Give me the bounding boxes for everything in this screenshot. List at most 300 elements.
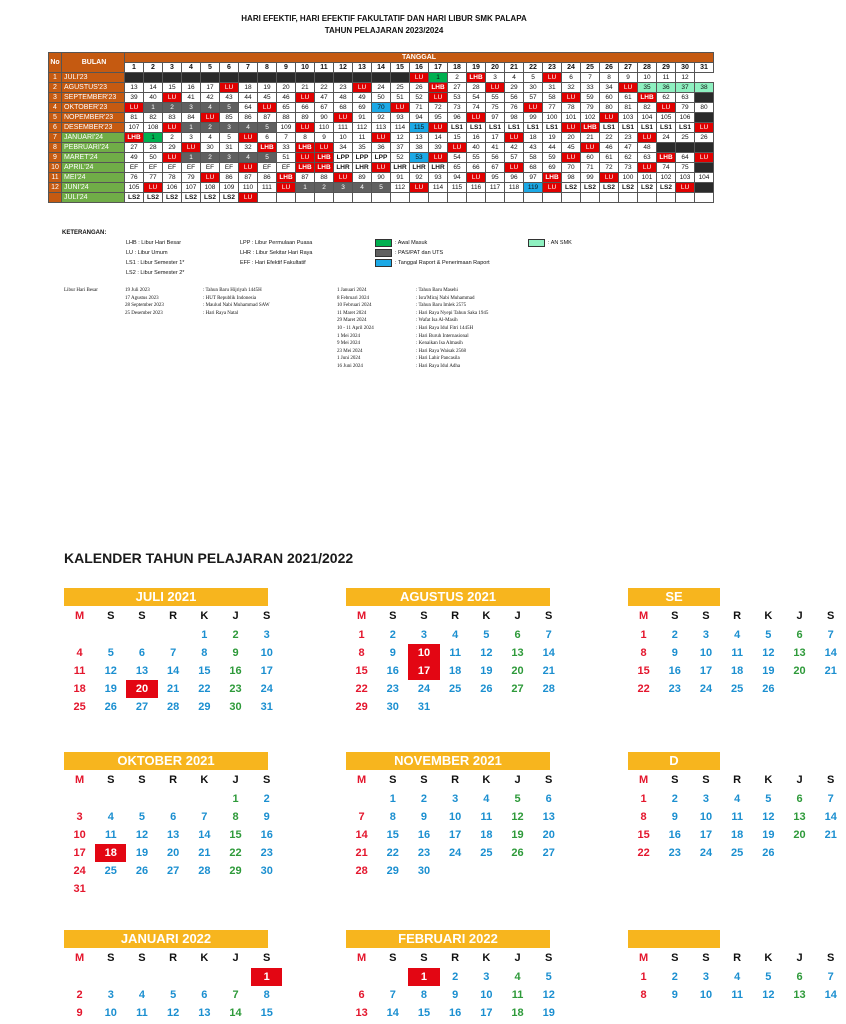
calendar-day: 18 — [511, 1007, 524, 1019]
calendar-day: 18 — [480, 829, 493, 841]
day-cell: 106 — [163, 183, 182, 193]
day-cell: 43 — [524, 143, 543, 153]
day-cell: 33 — [277, 143, 296, 153]
day-cell: LHB — [467, 73, 486, 83]
row-number: 8 — [49, 143, 62, 153]
holiday-name: : Hari Raya Waisak 2568 — [416, 348, 467, 354]
day-cell: 3 — [486, 73, 505, 83]
calendar-day: 11 — [731, 647, 743, 659]
day-cell: 6 — [258, 133, 277, 143]
day-cell: 35 — [353, 143, 372, 153]
day-cell: LU — [277, 183, 296, 193]
day-cell: LS2 — [144, 193, 163, 203]
calendar-day: 12 — [762, 989, 775, 1001]
day-cell: 97 — [486, 113, 505, 123]
calendar-day: 13 — [167, 829, 180, 841]
day-cell: 26 — [410, 83, 429, 93]
calendar-day: 23 — [260, 847, 273, 859]
row-number: 7 — [49, 133, 62, 143]
day-cell: 19 — [543, 133, 562, 143]
weekday-label: S — [263, 952, 271, 964]
calendar-day: 19 — [511, 829, 524, 841]
day-cell: 23 — [334, 83, 353, 93]
weekday-label: K — [200, 774, 209, 786]
calendar-day: 5 — [107, 647, 114, 659]
calendar-day: 9 — [671, 647, 678, 659]
day-cell: LU — [372, 133, 391, 143]
day-cell: 63 — [638, 153, 657, 163]
calendar-day: 28 — [355, 865, 368, 877]
legend-lpp: LPP : Libur Permulaan Puasa — [240, 240, 313, 246]
holiday-date: 29 Maret 2024 — [337, 318, 367, 324]
row-number: 10 — [49, 163, 62, 173]
holiday-name: : Wafat Isa Al-Masih — [416, 318, 458, 324]
month-name: SEPTEMBER'23 — [62, 93, 125, 103]
day-cell — [695, 183, 714, 193]
day-cell — [695, 113, 714, 123]
table-row — [49, 173, 714, 183]
calendar-day: 4 — [107, 811, 114, 823]
weekday-label: S — [107, 610, 115, 622]
day-cell: 67 — [486, 163, 505, 173]
calendar-day: 19 — [542, 1007, 555, 1019]
day-cell: 56 — [486, 153, 505, 163]
day-cell: 20 — [277, 83, 296, 93]
no-header: No — [49, 53, 62, 73]
day-cell: 11 — [657, 73, 676, 83]
day-cell: 18 — [524, 133, 543, 143]
calendar-day: 8 — [358, 647, 365, 659]
day-cell: LU — [410, 73, 429, 83]
day-cell: LU — [144, 183, 163, 193]
day-cell — [562, 193, 581, 203]
calendar-day: 21 — [542, 665, 555, 677]
day-cell — [296, 193, 315, 203]
legend-lhr: LHR : Libur Sekitar Hari Raya — [240, 250, 313, 256]
day-cell: 21 — [296, 83, 315, 93]
weekday-label: S — [138, 952, 146, 964]
day-cell: 106 — [676, 113, 695, 123]
day-cell — [353, 73, 372, 83]
calendar-day: 25 — [480, 847, 493, 859]
calendar-day: 20 — [167, 847, 180, 859]
calendar-day: 14 — [386, 1007, 399, 1019]
day-cell: LS2 — [657, 183, 676, 193]
day-cell: 68 — [334, 103, 353, 113]
day-cell: 85 — [220, 113, 239, 123]
month-name: APRIL'24 — [62, 163, 125, 173]
day-cell: 37 — [391, 143, 410, 153]
weekday-label: K — [482, 952, 491, 964]
row-number: 1 — [49, 73, 62, 83]
calendar-day: 12 — [480, 647, 493, 659]
day-cell — [467, 193, 486, 203]
calendar-day: 15 — [637, 665, 650, 677]
day-cell: 37 — [676, 83, 695, 93]
day-cell: LU — [239, 193, 258, 203]
day-cell: LU — [486, 83, 505, 93]
weekday-label: S — [671, 610, 679, 622]
weekday-label: R — [451, 774, 460, 786]
day-cell: LS1 — [524, 123, 543, 133]
day-cell: 100 — [619, 173, 638, 183]
day-cell: 90 — [372, 173, 391, 183]
day-cell: 27 — [448, 83, 467, 93]
table-row — [49, 143, 714, 153]
day-cell: 39 — [429, 143, 448, 153]
calendar-day: 4 — [514, 971, 521, 983]
calendar-day: 3 — [452, 793, 459, 805]
day-cell: 32 — [239, 143, 258, 153]
calendar-day: 22 — [198, 683, 211, 695]
calendar-day: 24 — [699, 847, 713, 859]
calendar-day: 15 — [229, 829, 242, 841]
month-name: JUNI'24 — [62, 183, 125, 193]
day-cell: 5 — [220, 103, 239, 113]
legend-col-2 — [240, 238, 312, 268]
day-cell — [657, 143, 676, 153]
weekday-label: J — [232, 952, 239, 964]
day-header: 10 — [296, 63, 315, 73]
calendar-day: 4 — [483, 793, 490, 805]
holiday-date: 25 Desember 2023 — [125, 310, 163, 316]
month-banner: JULI 2021 — [64, 588, 268, 606]
day-cell: 59 — [581, 93, 600, 103]
day-cell: LU — [524, 103, 543, 113]
calendar-day: 18 — [73, 683, 86, 695]
day-cell: 5 — [524, 73, 543, 83]
calendar-day: 26 — [480, 683, 493, 695]
day-cell: 32 — [562, 83, 581, 93]
day-cell: 42 — [201, 93, 220, 103]
day-cell: LU — [505, 133, 524, 143]
day-cell: LU — [657, 103, 676, 113]
day-cell — [296, 73, 315, 83]
calendar-day: 7 — [389, 989, 396, 1001]
legend-col-1 — [126, 238, 184, 278]
day-cell: 112 — [353, 123, 372, 133]
day-cell: 117 — [486, 183, 505, 193]
calendar-day: 22 — [355, 683, 368, 695]
calendar-day: 24 — [449, 847, 462, 859]
day-header: 28 — [638, 63, 657, 73]
awal-swatch — [375, 239, 392, 247]
weekday-label: R — [733, 952, 742, 964]
day-cell: 68 — [524, 163, 543, 173]
calendar-day: 4 — [734, 971, 741, 983]
day-cell: 53 — [448, 93, 467, 103]
holiday-name: : Kenaikan Isa Almasih — [416, 341, 463, 347]
attendance-table — [48, 52, 714, 203]
day-cell: 29 — [163, 143, 182, 153]
holiday-left-dates — [125, 287, 164, 317]
day-cell: 103 — [619, 113, 638, 123]
calendar-day: 5 — [765, 971, 772, 983]
table-row — [49, 103, 714, 113]
calendar-day: 8 — [640, 811, 647, 823]
day-cell: 35 — [638, 83, 657, 93]
weekday-label: S — [389, 610, 397, 622]
day-cell: 102 — [657, 173, 676, 183]
calendar-day: 6 — [514, 629, 521, 641]
holiday-date: 19 Juli 2023 — [125, 288, 150, 293]
calendar-day: 11 — [480, 811, 493, 823]
calendar-day: 16 — [260, 829, 273, 841]
day-cell — [676, 143, 695, 153]
day-cell: LS2 — [581, 183, 600, 193]
day-cell: LU — [410, 183, 429, 193]
day-cell: 61 — [619, 93, 638, 103]
day-cell — [638, 193, 657, 203]
calendar-day: 6 — [201, 989, 208, 1001]
day-cell: LHB — [543, 173, 562, 183]
legend-lhb: LHB : Libur Hari Besar — [126, 240, 182, 246]
weekday-label: K — [482, 774, 491, 786]
day-cell: 25 — [391, 83, 410, 93]
keterangan-title: KETERANGAN: — [62, 230, 107, 236]
calendar-day: 16 — [668, 829, 681, 841]
day-cell: 64 — [239, 103, 258, 113]
day-cell: 6 — [562, 73, 581, 83]
weekday-label: S — [545, 774, 553, 786]
calendar-day: 30 — [229, 701, 242, 713]
day-cell: 14 — [144, 83, 163, 93]
legend-pas: : PAS/PAT dan UTS — [395, 250, 444, 256]
day-cell: LU — [448, 143, 467, 153]
day-cell: LHB — [315, 153, 334, 163]
calendar-day: 27 — [542, 847, 555, 859]
holiday-name: : Hari Lahir Pancasila — [416, 356, 460, 362]
calendar-day: 7 — [232, 989, 239, 1001]
bulan-header: BULAN — [62, 53, 125, 73]
calendar-day: 14 — [198, 829, 211, 841]
legend-col-3 — [375, 238, 490, 268]
holiday-label: Libur Hari Besar — [64, 288, 98, 293]
day-cell: 62 — [657, 93, 676, 103]
calendar-day: 4 — [734, 793, 741, 805]
calendar-day: 10 — [699, 811, 713, 823]
day-header: 17 — [429, 63, 448, 73]
calendar-day: 12 — [542, 989, 555, 1001]
month-name: MEI'24 — [62, 173, 125, 183]
day-cell — [524, 193, 543, 203]
day-cell: 79 — [676, 103, 695, 113]
day-cell: LS1 — [676, 123, 695, 133]
calendar-day: 7 — [827, 971, 834, 983]
day-cell: 79 — [581, 103, 600, 113]
day-cell: 5 — [258, 153, 277, 163]
day-header: 3 — [163, 63, 182, 73]
month-calendar — [346, 930, 555, 1022]
day-cell: 5 — [372, 183, 391, 193]
day-cell: LS2 — [125, 193, 144, 203]
day-cell: LU — [353, 83, 372, 93]
day-cell: LU — [315, 143, 334, 153]
calendar-day: 15 — [417, 1007, 431, 1019]
calendar-day: 9 — [389, 647, 396, 659]
day-cell: 49 — [353, 93, 372, 103]
calendar-day: 13 — [511, 647, 524, 659]
day-cell: 70 — [562, 163, 581, 173]
weekday-label: J — [796, 774, 803, 786]
weekday-label: S — [420, 774, 428, 786]
day-cell: LU — [239, 133, 258, 143]
day-cell — [657, 193, 676, 203]
calendar-day: 12 — [135, 829, 149, 841]
day-cell: 77 — [144, 173, 163, 183]
day-cell: 14 — [429, 133, 448, 143]
day-cell: 46 — [277, 93, 296, 103]
day-cell: EF — [144, 163, 163, 173]
holiday-name: : HUT Republik Indonesia — [203, 295, 257, 301]
table-row — [49, 133, 714, 143]
day-cell: 51 — [391, 93, 410, 103]
calendar-day: 10 — [480, 989, 493, 1001]
day-cell: LHR — [429, 163, 448, 173]
tanggal-header: TANGGAL — [125, 53, 714, 63]
day-cell: 105 — [125, 183, 144, 193]
day-cell — [315, 73, 334, 83]
day-cell — [543, 193, 562, 203]
calendar-day: 5 — [170, 989, 177, 1001]
calendar-day: 7 — [358, 811, 365, 823]
day-cell: LU — [372, 163, 391, 173]
day-cell — [315, 193, 334, 203]
calendar-day: 6 — [545, 793, 552, 805]
calendar-day: 27 — [511, 683, 524, 695]
day-cell: 11 — [353, 133, 372, 143]
weekday-label: M — [639, 774, 649, 786]
day-cell: 15 — [448, 133, 467, 143]
day-cell: 28 — [467, 83, 486, 93]
day-cell: EF — [220, 163, 239, 173]
month-name: DESEMBER'23 — [62, 123, 125, 133]
month-banner: AGUSTUS 2021 — [346, 588, 550, 606]
calendar-day: 2 — [263, 793, 270, 805]
day-cell: 81 — [125, 113, 144, 123]
calendar-day: 1 — [201, 629, 208, 641]
holiday-date: 16 Juni 2024 — [337, 363, 363, 369]
weekday-label: R — [733, 774, 742, 786]
day-cell: 25 — [676, 133, 695, 143]
day-cell: LU — [429, 93, 448, 103]
day-cell: 63 — [676, 93, 695, 103]
calendar-day: 9 — [232, 647, 239, 659]
calendar-day: 9 — [671, 811, 678, 823]
calendar-day: 7 — [827, 629, 834, 641]
weekday-label: K — [200, 952, 209, 964]
calendar-day: 3 — [483, 971, 490, 983]
day-cell: 48 — [334, 93, 353, 103]
calendar-day: 13 — [355, 1007, 368, 1019]
day-cell: 89 — [296, 113, 315, 123]
calendar-day: 6 — [138, 647, 146, 659]
day-cell: LU — [201, 113, 220, 123]
day-cell: LU — [619, 83, 638, 93]
day-cell: 104 — [638, 113, 657, 123]
calendar-day: 15 — [386, 829, 399, 841]
calendar-day: 16 — [449, 1007, 462, 1019]
day-cell: 3 — [182, 133, 201, 143]
weekday-label: J — [514, 774, 521, 786]
row-number: 5 — [49, 113, 62, 123]
day-cell: 92 — [372, 113, 391, 123]
calendar-day: 27 — [167, 865, 180, 877]
day-cell — [201, 73, 220, 83]
table-row — [49, 83, 714, 93]
day-cell: 53 — [410, 153, 429, 163]
calendar-day: 10 — [699, 989, 713, 1001]
day-cell: EF — [258, 163, 277, 173]
day-cell: LU — [125, 103, 144, 113]
month-calendar — [628, 930, 837, 1004]
month-name: MARET'24 — [62, 153, 125, 163]
holiday-date: 8 Februari 2024 — [337, 295, 369, 301]
weekday-label: K — [482, 610, 491, 622]
day-cell: 90 — [315, 113, 334, 123]
calendar-day: 12 — [762, 647, 775, 659]
calendar-day: 6 — [170, 811, 177, 823]
calendar-day: 9 — [420, 811, 428, 823]
day-header: 5 — [201, 63, 220, 73]
row-number: 4 — [49, 103, 62, 113]
calendar-day: 25 — [73, 701, 86, 713]
day-cell: 93 — [429, 173, 448, 183]
calendar-day: 3 — [76, 811, 83, 823]
weekday-label: S — [545, 952, 553, 964]
calendar-day: 17 — [480, 1007, 493, 1019]
calendar-day: 16 — [668, 665, 681, 677]
day-header: 18 — [448, 63, 467, 73]
day-cell: 34 — [600, 83, 619, 93]
weekday-label: R — [169, 774, 178, 786]
calendar-day: 14 — [355, 829, 368, 841]
holiday-date: 10 - 11 April 2024 — [337, 325, 374, 331]
day-cell: 98 — [562, 173, 581, 183]
calendar-day: 5 — [545, 971, 552, 983]
calendar-day: 2 — [389, 629, 396, 641]
calendar-day: 29 — [198, 701, 211, 713]
day-cell: 13 — [125, 83, 144, 93]
holiday-name: : Isra'Miraj Nabi Muhammad — [416, 295, 475, 301]
day-cell — [372, 73, 391, 83]
holiday-date: 17 Agustus 2023 — [125, 295, 159, 301]
weekday-label: R — [451, 952, 460, 964]
calendar-day: 21 — [824, 829, 837, 841]
day-cell: LS1 — [657, 123, 676, 133]
day-cell: 101 — [638, 173, 657, 183]
day-cell — [410, 193, 429, 203]
calendar-day: 2 — [671, 629, 678, 641]
holiday-name: : Maulud Nabi Muhammad SAW — [203, 303, 270, 309]
day-cell: 3 — [182, 103, 201, 113]
calendar-day: 14 — [824, 647, 837, 659]
day-cell: 51 — [277, 153, 296, 163]
day-header: 16 — [410, 63, 429, 73]
calendar-day: 26 — [104, 701, 117, 713]
month-banner: SE — [628, 588, 720, 606]
weekday-label: J — [796, 610, 803, 622]
day-cell: LS1 — [505, 123, 524, 133]
day-header: 30 — [676, 63, 695, 73]
day-cell — [353, 193, 372, 203]
day-cell: 78 — [562, 103, 581, 113]
month-banner: D — [628, 752, 720, 770]
calendar-day: 18 — [731, 829, 744, 841]
calendar-day: 1 — [640, 971, 647, 983]
day-cell: 74 — [467, 103, 486, 113]
day-cell: LU — [296, 93, 315, 103]
